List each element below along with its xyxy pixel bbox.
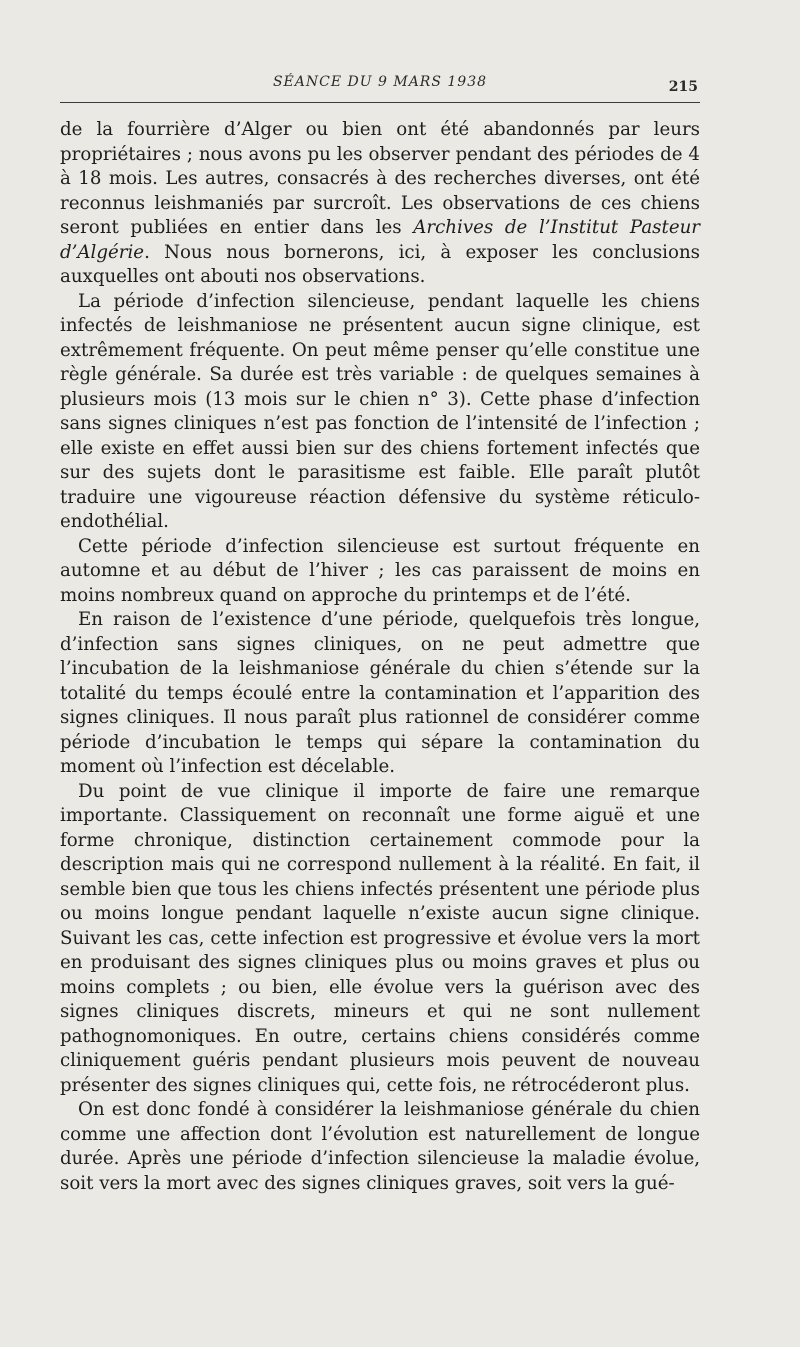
paragraph-1-text-end: . Nous nous bornerons, ici, à exposer les conclusions auxquelles ont abouti nos observations. [60, 241, 700, 287]
running-head [60, 74, 700, 100]
header-rule [60, 102, 700, 103]
paragraph-1-text: de la fourrière d’Alger ou bien ont été abandonnés par leurs propriétaires ; nous avons pu les observer pendant des périodes de 4 à 18 mois. Les autres, consacrés à des recherches diverses, ont été reconnus leishmaniés par surcroît. Les observations de ces chiens seront publiées en entier dans les [60, 119, 700, 238]
running-title: SÉANCE DU 9 MARS 1938 [272, 74, 488, 90]
paragraph-6: On est donc fondé à considérer la leishmaniose générale du chien comme une affection dont l’évolution est naturellement de longue durée. Après une période d’infection silencieuse la maladie évolue, soit vers la mort avec des signes cliniques graves, soit vers la gué- [60, 1099, 700, 1194]
paragraph-1 [60, 118, 700, 290]
paragraph-4: En raison de l’existence d’une période, quelquefois très longue, d’infection sans signes cliniques, on ne peut admettre que l’incubation de la leishmaniose générale du chien s’étende sur la totalité du temps écoulé entre la contamination et l’apparition des signes cliniques. Il nous paraît plus rationnel de considérer comme période d’incubation le temps qui sépare la contamination du moment où l’infection est décelable. [60, 609, 700, 777]
page-number: 215 [668, 79, 698, 95]
body-text [60, 118, 700, 1196]
paragraph-3: Cette période d’infection silencieuse est surtout fréquente en automne et au début de l’hiver ; les cas paraissent de moins en moins nombreux quand on approche du printemps et de l’été. [60, 535, 700, 606]
paragraph-5: Du point de vue clinique il importe de faire une remarque importante. Classiquement on reconnaît une forme aiguë et une forme chronique, distinction certainement commode pour la description mais qui ne correspond nullement à la réalité. En fait, il semble bien que tous les chiens infectés présentent une période plus ou moins longue pendant laquelle n’existe aucun signe clinique. Suivant les cas, cette infection est progressive et évolue vers la mort en produisant des signes cliniques plus ou moins graves et plus ou moins complets ; ou bien, elle évolue vers la guérison avec des signes cliniques discrets, mineurs et qui ne sont nullement pathognomoniques. En outre, certains chiens considérés comme cliniquement guéris pendant plusieurs mois peuvent de nouveau présenter des signes cliniques qui, cette fois, ne rétrocéderont plus. [60, 780, 700, 1096]
paragraph-2: La période d’infection silencieuse, pendant laquelle les chiens infectés de leishmaniose ne présentent aucun signe clinique, est extrêmement fréquente. On peut même penser qu’elle constitue une règle générale. Sa durée est très variable : de quelques semaines à plusieurs mois (13 mois sur le chien n° 3). Cette phase d’infection sans signes cliniques n’est pas fonction de l’intensité de l’infection ; elle existe en effet aussi bien sur des chiens fortement infectés que sur des sujets dont le parasitisme est faible. Elle paraît plutôt traduire une vigoureuse réaction défensive du système réticulo-endothélial. [60, 290, 700, 532]
journal-title: Archives de l’Institut Pasteur d’Algérie [60, 217, 700, 263]
